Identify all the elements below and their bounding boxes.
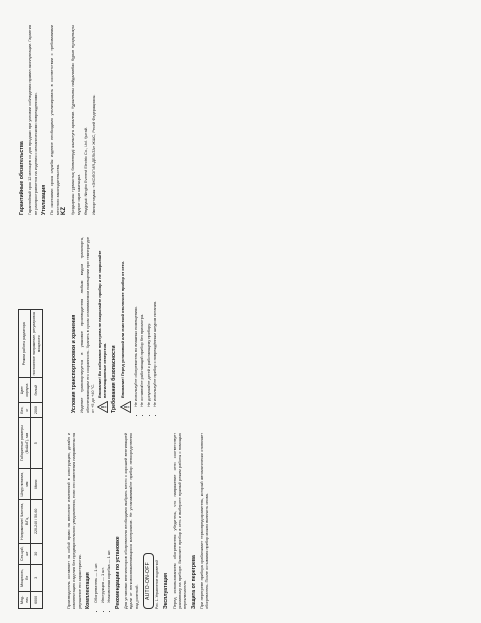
warning-triangle-icon: [120, 401, 131, 413]
list-item: • Инструкция — 1 шт.: [100, 433, 105, 603]
section-heading-prot: Защита от перегрева: [190, 555, 197, 609]
kz-paragraph: Қыздырғыш тұрмыстық бөлмелерді жылытуға арналған. Құрылғыны пайдаланбас бұрын нұсқаулықты мұқият оқып шығыңыз.: [70, 25, 81, 215]
disposal-paragraph: По окончании срока службы изделие необходимо утилизировать в соответствии с требованиями местного законодательства.: [49, 25, 60, 215]
section-heading-guarantee: Гарантийные обязательства: [19, 141, 25, 215]
section-heading-disposal: Утилизация: [41, 184, 47, 215]
storage-paragraph: Изделие транспортируется в упаковке производителя любым видом транспорта, обеспечивающим его сохранность. Хранить в сухом отапливаемом помещении при температуре от +5 до +40 °С.: [79, 237, 95, 413]
control-figure: [143, 433, 161, 609]
table-cell: 6000: [31, 591, 43, 608]
table-header-cell: Режим работы радиатора: [19, 310, 31, 378]
importer-paragraph: Импорттаушы: «ЭКОЛОГИЯ-ДЕЛЬТА» ЖШС, Ресей Федерациясы.: [90, 94, 96, 215]
table-header-cell: Цвет корпуса: [19, 378, 31, 403]
komplekt-list: [93, 433, 111, 609]
table-cell: 5: [31, 418, 43, 469]
table-row: [31, 310, 43, 609]
section-heading-safety: Требования безопасности: [111, 345, 118, 413]
safety-list: [133, 237, 158, 413]
prot-paragraph: При перегреве прибора срабатывает термопредохранитель, который автоматически отключает обогреватель. После остывания прибор можно включить снова.: [199, 433, 210, 609]
table-cell: постоянное напряжение, регулировка мощности: [31, 310, 43, 378]
warning-text: Внимание! Перед установкой или очисткой отключите прибор от сети.: [119, 260, 125, 398]
table-cell: 2000: [31, 402, 43, 417]
section-heading-expl: Эксплуатация: [163, 573, 170, 609]
table-cell: 3: [31, 564, 43, 591]
section-heading-rec: Рекомендации по установке: [114, 536, 121, 609]
column-left: [66, 433, 212, 609]
warning-block: [97, 237, 108, 413]
warning-text: Внимание! Во избежание перегрева не накрывайте прибор и не закрывайте вентиляционные отверстия.: [97, 250, 108, 398]
section-heading-komplekt: Комплектация: [84, 572, 91, 609]
table-header-cell: Напряжение/ Частота, В/Гц: [19, 500, 31, 544]
table-cell: 30: [31, 543, 43, 564]
spec-table: [18, 309, 43, 609]
warning-triangle-icon: [97, 401, 108, 413]
list-item: • Не используйте обогреватель во влажных помещениях.: [133, 237, 138, 407]
table-header-row: [19, 310, 31, 609]
table-header-cell: Сек-ций, шт: [19, 543, 31, 564]
section-heading-storage: Условия транспортировки и хранения: [71, 314, 77, 413]
spec-table-wrap: [18, 309, 43, 609]
column-right: [16, 25, 98, 215]
table-header-cell: Мод-ель: [19, 591, 31, 608]
guarantee-paragraph: Гарантийный срок 12 месяцев со дня продажи при условии соблюдения правил эксплуатации. Гарантия не распространяется на изделия с механическими повреждениями.: [27, 25, 38, 215]
list-item: • Не допускайте детей к работающему прибору.: [146, 237, 151, 407]
table-cell: Мини: [31, 469, 43, 500]
column-middle: [68, 237, 160, 413]
warning-block: [120, 237, 131, 413]
table-header-cell: Мощность, Вт: [19, 564, 31, 591]
table-header-cell: Вес, кг: [19, 402, 31, 417]
figure-caption: Рис. 1. Управление подсветкой: [155, 559, 160, 609]
rec-paragraph: Для установки вентиляторов обогревателя необходимо выбрать место с хорошей вентиляцией вдали от легковоспламеняющихся материалов. Не устанавливайте прибор непосредственно под розеткой.: [122, 433, 139, 609]
list-item: • Не используйте прибор с повреждённым шнуром питания.: [152, 237, 157, 407]
list-item: • Упаковочная коробка — 1 шт.: [106, 433, 111, 603]
table-cell: белый: [31, 378, 43, 403]
table-header-cell: Габаритные размеры (ВхШхГ), мм: [19, 418, 31, 469]
table-header-cell: Шнур питания, мм: [19, 469, 31, 500]
list-item: • Обогреватель — 1 шт.: [93, 433, 98, 603]
intro-paragraph: Производитель оставляет за собой право на внесение изменений в конструкцию, дизайн и комплектацию изделия без предварительного уведомления, если эти изменения направлены на улучшение его характеристик.: [66, 433, 82, 609]
list-item: • Не оставляйте работающий прибор без присмотра.: [139, 237, 144, 407]
maker-paragraph: Өндіруші: Ningbo Everest Electric Co., Ltd. Қытай.: [83, 126, 89, 215]
language-label: KZ: [61, 207, 68, 215]
table-cell: 220-240 / 50-60: [31, 500, 43, 544]
auto-on-off-illustration: AUTO-ON-OFF: [143, 553, 154, 609]
expl-paragraph: Перед использованием обогревателя убедитесь, что напряжение сети соответствует указанному на приборе. Включите прибор в сеть и выберите нужный режим работы с помощью переключателя.: [171, 433, 188, 609]
